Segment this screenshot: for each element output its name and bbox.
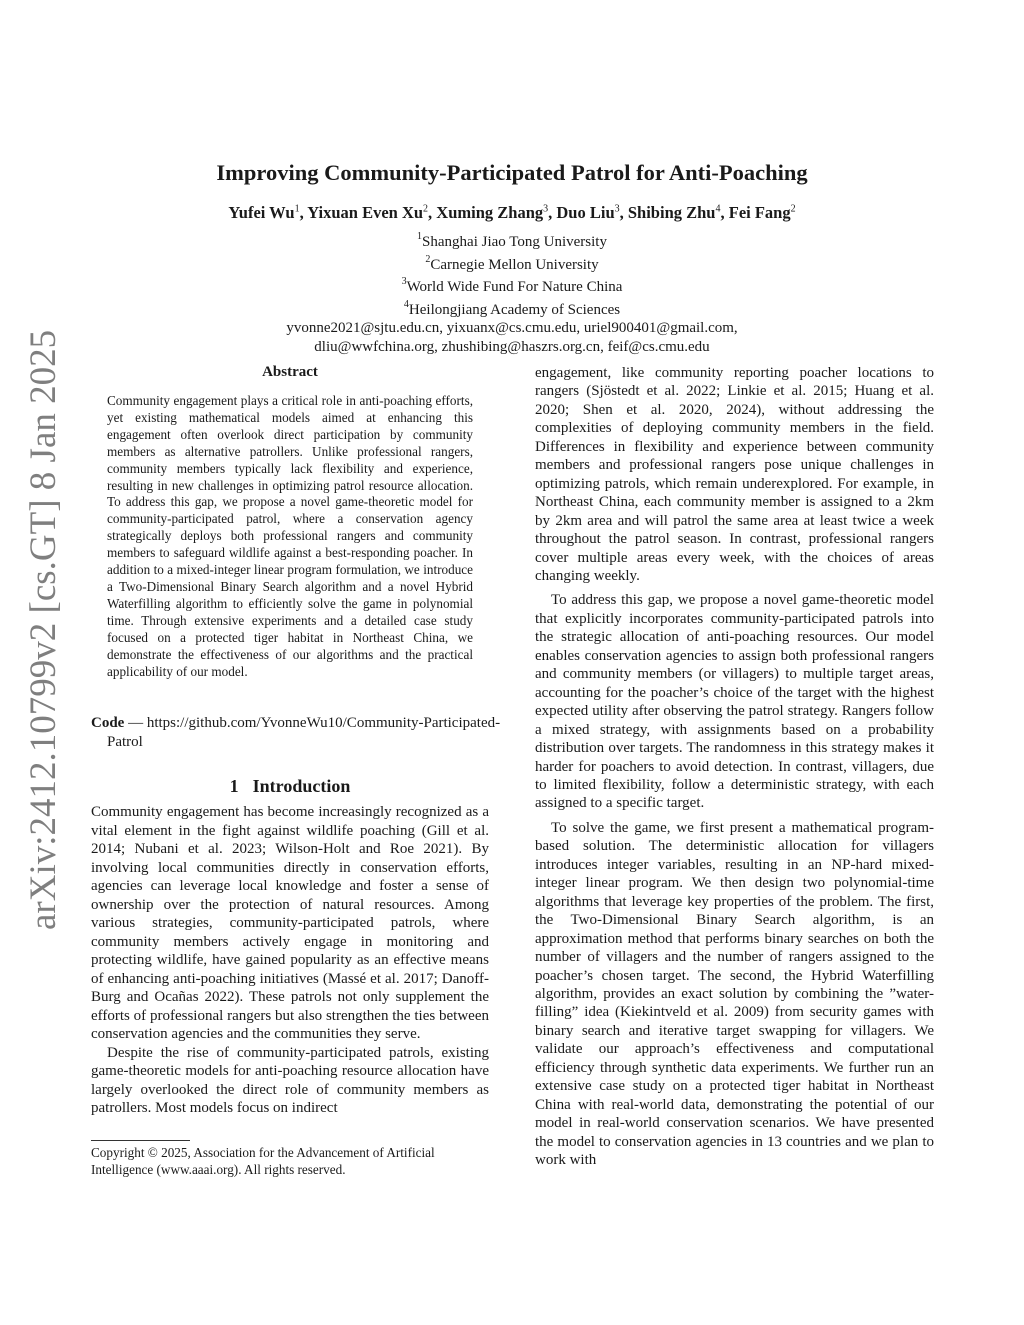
body-paragraph: engagement, like community reporting poacher locations to rangers (Sjöstedt et al. 2022; Linkie et al. 2015; Huang et al. 2020; Shen et al. 2020, 2024), without addressing the complexities of deploying community members in the field. Differences in flexibility and experience between community members and professional rangers pose unique challenges in optimizing patrols, which remain underexplored. For example, in Northeast China, each community member is assigned to a 2km by 2km area and will patrol the same area at least twice a week throughout the patrol season. In contrast, professional rangers cover multiple areas every week, with the choices of areas changing weekly. — [535, 365, 934, 584]
arxiv-identifier-stamp: arXiv:2412.10799v2 [cs.GT] 8 Jan 2025 — [23, 329, 64, 930]
code-url-link[interactable]: https://github.com/YvonneWu10/Community-Participated-Patrol — [107, 715, 501, 750]
section-number: 1 — [229, 776, 239, 796]
abstract-heading: Abstract — [262, 364, 318, 380]
intro-left-column — [91, 803, 489, 1118]
code-link-line: Code — https://github.com/YvonneWu10/Community-Participated-Patrol — [91, 715, 501, 750]
abstract-text: Community engagement plays a critical role in anti-poaching efforts, yet existing mathematical models aimed at enhancing this engagement often overlook direct participation by community members as alternative patrollers. Unlike professional rangers, community members typically lack flexibility and experience, resulting in new challenges in optimizing patrol resource allocation. To address this gap, we propose a novel game-theoretic model for community-participated patrol, where a conservation agency strategically deploys both professional rangers and community members to safeguard wildlife against a best-responding poacher. In addition to a mixed-integer linear program formulation, we introduce a Two-Dimensional Binary Search algorithm and a novel Hybrid Waterfilling algorithm to efficiently solve the game in polynomial time. Through extensive experiments and a detailed case study focused on a protected tiger habitat in Northeast China, we demonstrate the effectiveness of our algorithms and the practical applicability of our model. — [107, 393, 473, 679]
affiliation-block — [90, 229, 934, 356]
author-list: Yufei Wu$^1$, Yixuan Even Xu$^2$, Xuming Zhang$^3$, Duo Liu$^3$, Shibing Zhu$^4$, Fei Fang$^2$ — [228, 203, 796, 222]
affiliation: $^3$World Wide Fund For Nature China — [401, 276, 623, 295]
email-line: dliu@wwfchina.org, zhushibing@haszrs.org.cn, feif@cs.cmu.edu — [314, 338, 710, 355]
author: Duo Liu$^3$ — [556, 203, 620, 222]
email-line: yvonne2021@sjtu.edu.cn, yixuanx@cs.cmu.edu, uriel900401@gmail.com, — [286, 320, 738, 336]
section-title: Introduction — [252, 776, 351, 796]
author: Fei Fang$^2$ — [728, 203, 796, 222]
paper-title: Improving Community-Participated Patrol for Anti-Poaching — [216, 160, 808, 185]
body-paragraph: Community engagement has become increasingly recognized as a vital element in the fight against wildlife poaching (Gill et al. 2014; Nubani et al. 2023; Wilson-Holt and Roe 2021). By involving local communities directly in conservation efforts, agencies can leverage local knowledge and foster a sense of ownership over the protection of natural resources. Among various strategies, community-participated patrols, where community members actively engage in monitoring and protecting wildlife, have gained popularity as an effective means of enhancing anti-poaching initiatives (Massé et al. 2017; Danoff-Burg and Ocañas 2022). These patrols not only supplement the efforts of professional rangers but also strengthen the ties between conservation agencies and the communities they serve. — [91, 804, 489, 1042]
author: Yixuan Even Xu$^2$ — [307, 203, 429, 222]
author: Xuming Zhang$^3$ — [436, 203, 549, 222]
code-label: Code — [91, 715, 125, 731]
author: Yufei Wu$^1$ — [228, 203, 300, 222]
right-column — [535, 364, 934, 1169]
body-paragraph: Despite the rise of community-participated patrols, existing game-theoretic models for anti-poaching resource allocation have largely overlooked the direct role of community members as patrollers. Most models focus on indirect — [91, 1044, 489, 1116]
author: Shibing Zhu$^4$ — [627, 203, 721, 222]
body-paragraph: To address this gap, we propose a novel game-theoretic model that explicitly incorporates community-participated patrols into the strategic allocation of anti-poaching resources. Our model enables conservation agencies to assign both professional rangers and community members (or villagers) to multiple target areas, accounting for the poacher’s choice of the target with the highest expected utility after observing the patrol strategy. Rangers follow a mixed strategy, with assignments based on a probability distribution over targets. The randomness in this strategy makes it harder for poachers to avoid detection. In contrast, villagers, due to limited flexibility, follow a deterministic strategy, with each assigned to a specific target. — [535, 592, 934, 812]
footnote-rule — [91, 1140, 190, 1141]
affiliation: $^2$Carnegie Mellon University — [425, 253, 599, 273]
copyright-footnote: Copyright © 2025, Association for the Advancement of Artificial Intelligence (www.aaai.org). All rights reserved. — [91, 1145, 435, 1177]
affiliation: $^1$Shanghai Jiao Tong University — [417, 231, 607, 250]
affiliation: $^4$Heilongjiang Academy of Sciences — [403, 298, 621, 318]
body-paragraph: To solve the game, we first present a mathematical program-based solution. The deterministic allocation for villagers introduces integer variables, resulting in an NP-hard mixed-integer linear program. We then design two polynomial-time algorithms that leverage key properties of the problem. The first, the Two-Dimensional Binary Search algorithm, is an approximation method that performs binary searches on both the number of villagers and the number of rangers assigned to the poacher’s chosen target. The second, the Hybrid Waterfilling algorithm, provides an exact solution by combining the ”water-filling” idea (Kiekintveld et al. 2009) from security games with binary search and iterative target swapping for villagers. We validate our approach’s effectiveness and computational efficiency through synthetic data experiments. We further run an extensive case study on a protected tiger habitat in Northeast China with real-world data, demonstrating the potential of our model in real-world conservation scenarios. We have presented the model to conservation agencies in 13 countries and we plan to work with — [535, 819, 934, 1169]
section-heading — [91, 776, 489, 797]
